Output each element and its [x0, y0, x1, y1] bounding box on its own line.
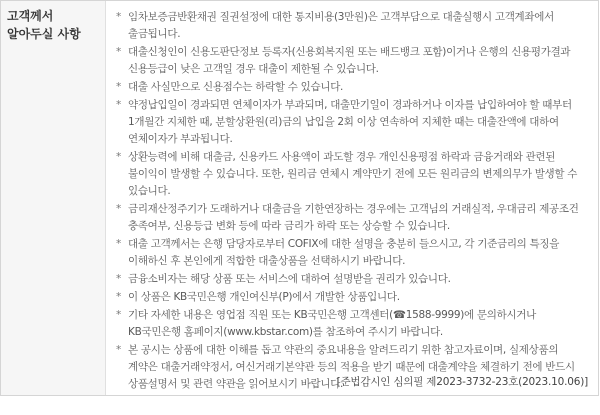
bullet-mark: * — [116, 11, 121, 23]
notice-item-text: 대출신청인이 신용도판단정보 등록자(신용회복지원 또는 배드뱅크 포함)이거나 은행의 신용평가결과 신용등급이 낮은 고객일 경우 대출이 제한될 수 있습니다. — [128, 46, 571, 75]
bullet-mark: * — [116, 344, 121, 356]
notice-item — [114, 307, 588, 341]
notice-item-text: 약정납입일이 경과되면 연체이자가 부과되며, 대출만기일이 경과하거나 이자를 납입하여야 할 때부터 1개월간 지체한 때, 분할상환원(리)금의 납입을 2회 이상 연속하여 지체한 때는 대출잔액에 대하여 연체이자가 부과됩니다. — [128, 99, 572, 145]
approval-number: [준법감시인 심의필 제2023-3732-23호(2023.10.06)] — [336, 376, 588, 388]
notice-item-text: 이 상품은 KB국민은행 개인여신부(P)에서 개발한 상품입니다. — [128, 291, 400, 303]
notice-item-text: 금리재산정주기가 도래하거나 대출금을 기한연장하는 경우에는 고객님의 거래실적, 우대금리 제공조건 충족여부, 신용등급 변화 등에 따라 금리가 하락 또는 상승할 수 있습니다. — [128, 203, 579, 232]
notice-item — [114, 149, 588, 200]
notice-item-text: 기타 자세한 내용은 영업점 직원 또는 KB국민은행 고객센터(☎1588-9999)에 문의하시거나 KB국민은행 홈페이지(www.kbstar.com)를 참조하여 주시기 바랍니다. — [128, 309, 536, 338]
notice-item — [114, 289, 588, 306]
notice-title: 고객께서 알아두실 사항 — [7, 9, 81, 41]
notice-item-text: 대출 사실만으로 신용점수는 하락할 수 있습니다. — [128, 81, 344, 93]
notice-list — [114, 9, 588, 393]
notice-item — [114, 236, 588, 270]
notice-item-text: 본 공시는 상품에 대한 이해를 돕고 약관의 중요내용을 알려드리기 위한 참고자료이며, 실제상품의 계약은 대출거래약정서, 여신거래기본약관 등의 적용을 받기 때문에 대출계약을 체결하기 전에 반드시 상품설명서 및 관련 약관을 읽어보시기 바랍니다. — [128, 344, 575, 390]
bullet-mark: * — [116, 291, 121, 303]
bullet-mark: * — [116, 99, 121, 111]
notice-item — [114, 79, 588, 96]
notice-item — [114, 97, 588, 148]
notice-item-text: 임차보증금반환채권 질권설정에 대한 통지비용(3만원)은 고객부담으로 대출실행시 고객계좌에서 출금됩니다. — [128, 11, 554, 40]
bullet-mark: * — [116, 46, 121, 58]
bullet-mark: * — [116, 238, 121, 250]
bullet-mark: * — [116, 309, 121, 321]
notice-body — [106, 1, 598, 395]
notice-item — [114, 9, 588, 43]
notice-item-text: 금융소비자는 해당 상품 또는 서비스에 대하여 설명받을 권리가 있습니다. — [128, 273, 451, 285]
bullet-mark: * — [116, 203, 121, 215]
notice-item-text: 상환능력에 비해 대출금, 신용카드 사용액이 과도할 경우 개인신용평점 하락과 금융거래와 관련된 불이익이 발생할 수 있습니다. 또한, 원리금 연체시 계약만기 전에 모든 원리금의 변제의무가 발생할 수 있습니다. — [128, 151, 578, 197]
notice-item-text: 대출 고객께서는 은행 담당자로부터 COFIX에 대한 설명을 충분히 들으시고, 각 기준금리의 특징을 이해하신 후 본인에게 적합한 대출상품을 선택하시기 바랍니다. — [128, 238, 560, 267]
notice-header — [1, 1, 106, 395]
notice-item — [114, 44, 588, 78]
bullet-mark: * — [116, 151, 121, 163]
notice-item — [114, 201, 588, 235]
bullet-mark: * — [116, 81, 121, 93]
notice-item — [114, 271, 588, 288]
bullet-mark: * — [116, 273, 121, 285]
